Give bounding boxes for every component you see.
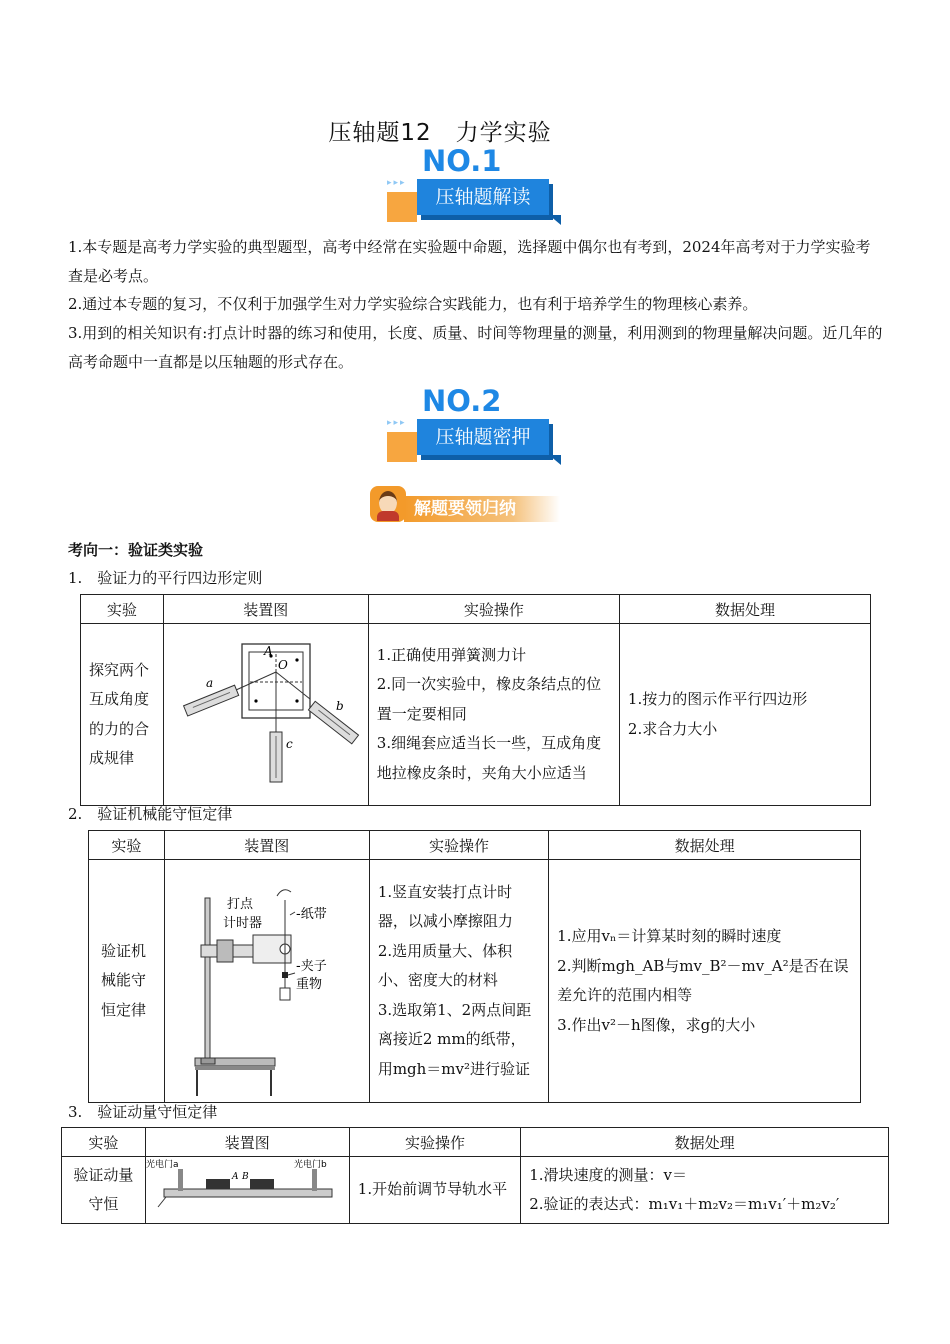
header-operation: 实验操作 — [349, 1128, 520, 1157]
table-parallelogram — [80, 594, 871, 806]
processing-item: 3.作出v²－h图像，求g的大小 — [557, 1015, 756, 1034]
header-experiment: 实验 — [62, 1128, 146, 1157]
banner-label: 压轴题解读 — [417, 179, 549, 215]
page-title: 压轴题12 力学实验 — [328, 120, 552, 146]
table-row — [89, 860, 861, 1103]
banner-accent — [387, 192, 417, 222]
label-gate-b: 光电门b — [293, 1160, 327, 1170]
label-timer-1: 打点 — [226, 897, 253, 912]
table-mechanical-energy — [88, 830, 861, 1103]
table-momentum — [61, 1127, 889, 1224]
banner-fold — [549, 215, 561, 225]
processing-cell — [619, 624, 870, 806]
banner-label: 压轴题密押 — [417, 419, 549, 455]
operation-item: 1.竖直安装打点计时器，以减小摩擦阻力 — [377, 882, 513, 931]
experiment-name: 探究两个互成角度的力的合成规律 — [81, 624, 164, 806]
header-processing: 数据处理 — [521, 1128, 889, 1157]
label-A: A — [231, 1172, 239, 1182]
header-processing: 数据处理 — [619, 595, 870, 624]
operation-cell — [349, 1157, 520, 1224]
label-A: A — [263, 644, 273, 658]
label-c: c — [285, 737, 293, 751]
apparatus-figure — [164, 860, 369, 1103]
header-operation: 实验操作 — [368, 595, 619, 624]
processing-item: 2.验证的表达式：m₁v₁＋m₂v₂＝m₁v₁′＋m₂v₂′ — [529, 1195, 840, 1213]
banner-no2 — [387, 384, 567, 470]
processing-item: 1.按力的图示作平行四边形 — [627, 690, 808, 708]
experiment-name: 验证动量守恒 — [62, 1157, 146, 1224]
banner-number: NO.2 — [422, 384, 502, 418]
intro-paragraph-2: 2.通过本专题的复习，不仅利于加强学生对力学实验综合实践能力，也有利于培养学生的物理核心素养。 — [68, 295, 758, 313]
operation-item: 3.细绳套应适当长一些，互成角度地拉橡皮条时，夹角大小应适当 — [376, 734, 602, 782]
header-figure: 装置图 — [145, 1128, 349, 1157]
table-header-row — [81, 595, 871, 624]
label-weight: 重物 — [295, 977, 322, 992]
label-a: a — [205, 676, 213, 690]
guide-label: 解题要领归纳 — [404, 496, 560, 522]
label-B: B — [241, 1172, 249, 1182]
table-row — [62, 1157, 889, 1224]
operation-cell — [369, 860, 548, 1103]
table2-heading: 2. 验证机械能守恒定律 — [68, 805, 233, 823]
label-O: O — [277, 658, 288, 672]
header-figure: 装置图 — [164, 831, 369, 860]
teacher-avatar-icon — [370, 486, 406, 522]
processing-cell — [521, 1157, 889, 1224]
label-gate-a: 光电门a — [145, 1160, 179, 1170]
banner-fold — [549, 455, 561, 465]
operation-item: 1.正确使用弹簧测力计 — [376, 645, 527, 664]
processing-cell — [549, 860, 861, 1103]
label-tape: -纸带 — [295, 907, 327, 922]
table1-heading: 1. 验证力的平行四边形定则 — [68, 569, 263, 587]
table-header-row — [62, 1128, 889, 1157]
guide-badge — [370, 486, 550, 524]
header-processing: 数据处理 — [549, 831, 861, 860]
banner-number: NO.1 — [422, 144, 502, 178]
label-clip: -夹子 — [295, 959, 327, 974]
section-title: 考向一：验证类实验 — [68, 541, 204, 559]
table3-heading: 3. 验证动量守恒定律 — [68, 1103, 218, 1121]
label-timer-2: 计时器 — [222, 916, 262, 931]
table-header-row — [89, 831, 861, 860]
processing-item: 2.求合力大小 — [627, 719, 718, 738]
table-row — [81, 624, 871, 806]
intro-paragraph-3: 3.用到的相关知识有:打点计时器的练习和使用，长度、质量、时间等物理量的测量，利用测到的物理量解决问题。近几年的高考命题中一直都是以压轴题的形式存在。 — [68, 324, 883, 371]
processing-item: 1.滑块速度的测量：v＝ — [529, 1165, 688, 1184]
operation-item: 2.选用质量大、体积小、密度大的材料 — [377, 941, 513, 990]
apparatus-figure — [145, 1157, 349, 1224]
force-table-diagram — [164, 624, 368, 801]
operation-item: 2.同一次实验中，橡皮条结点的位置一定要相同 — [376, 675, 602, 723]
banner-accent — [387, 432, 417, 462]
processing-item: 1.应用vₙ＝计算某时刻的瞬时速度 — [557, 927, 782, 945]
header-experiment: 实验 — [89, 831, 165, 860]
apparatus-figure — [163, 624, 368, 806]
header-figure: 装置图 — [163, 595, 368, 624]
intro-paragraph-1: 1.本专题是高考力学实验的典型题型，高考中经常在实验题中命题，选择题中偶尔也有考到，2024年高考对于力学实验考查是必考点。 — [68, 238, 871, 285]
processing-item: 2.判断mgh_AB与mv_B²－mv_A²是否在误差允许的范围内相等 — [557, 956, 849, 1004]
label-b: b — [335, 699, 344, 713]
operation-cell — [368, 624, 619, 806]
arrow-dots-icon: ▸▸▸ — [387, 178, 407, 188]
banner-no1 — [387, 144, 567, 230]
experiment-name: 验证机械能守恒定律 — [89, 860, 165, 1103]
header-experiment: 实验 — [81, 595, 164, 624]
operation-item: 1.开始前调节导轨水平 — [357, 1180, 508, 1199]
arrow-dots-icon: ▸▸▸ — [387, 418, 407, 428]
header-operation: 实验操作 — [369, 831, 548, 860]
operation-item: 3.选取第1、2两点间距离接近2 mm的纸带，用mgh＝mv²进行验证 — [377, 1000, 532, 1078]
air-track-diagram — [146, 1157, 349, 1219]
free-fall-diagram — [165, 860, 369, 1098]
